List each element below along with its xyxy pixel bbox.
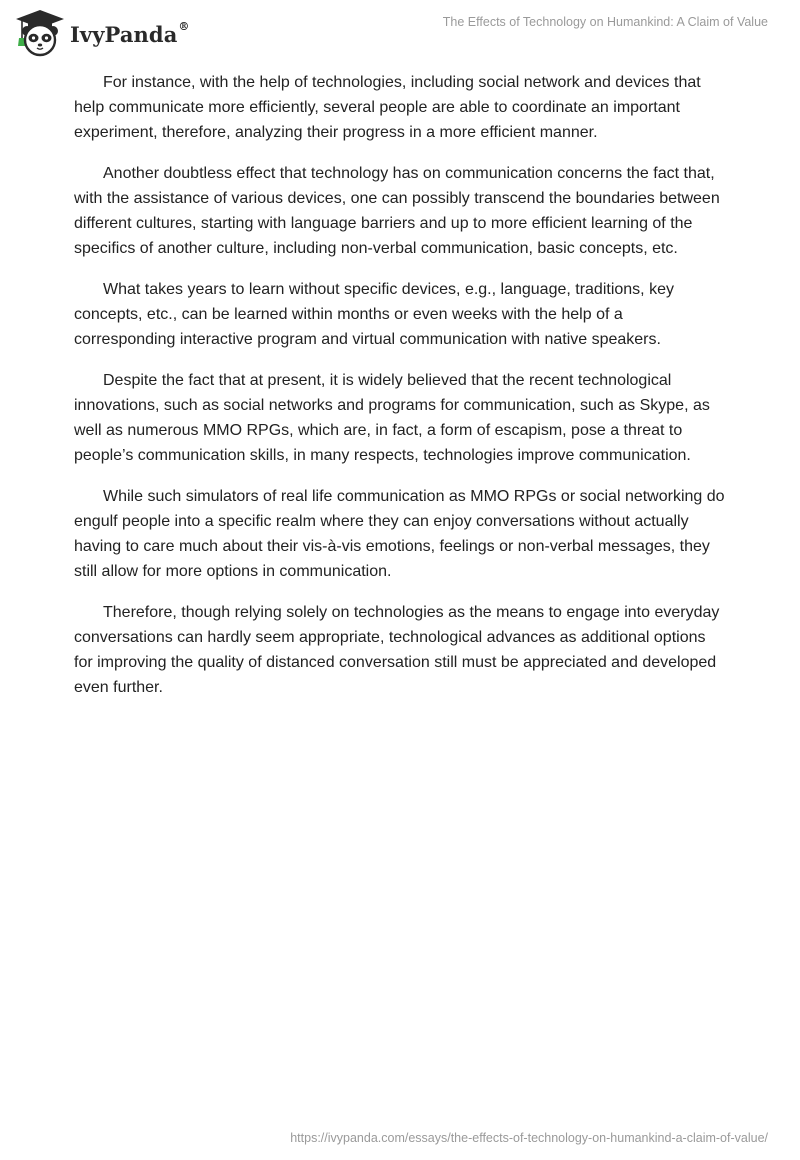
paragraph-2: Another doubtless effect that technology has on communication concerns the fact that, with the assistance of various devices, one can possibly transcend the boundaries between different cultures, starting with language barriers and up to more efficient learning of the specifics of another culture, including non-verbal communication, basic concepts, etc. [74,165,720,257]
panda-graduation-cap-icon [14,8,66,58]
source-url-link[interactable]: https://ivypanda.com/essays/the-effects-of-technology-on-humankind-a-claim-of-value/ [290,1131,768,1145]
paragraph-1: For instance, with the help of technologies, including social network and devices that help communicate more efficiently, several people are able to coordinate an important experiment, therefore, analyzing their progress in a more efficient manner. [74,74,701,141]
brand-name: IvyPanda® [70,19,190,47]
paragraph-4: Despite the fact that at present, it is widely believed that the recent technological innovations, such as social networks and programs for communication, such as Skype, as well as numerous MMO RPGs, which are, in fact, a form of escapism, pose a threat to people’s communication skills, in many respects, technologies improve communication. [74,372,710,464]
paragraph-3: What takes years to learn without specific devices, e.g., language, traditions, key concepts, etc., can be learned within months or even weeks with the help of a corresponding interactive program and virtual communication with native speakers. [74,281,674,348]
registered-mark: ® [178,19,190,33]
ivypanda-logo[interactable] [14,8,190,58]
essay-body [74,70,726,716]
paragraph-5: While such simulators of real life communication as MMO RPGs or social networking do engulf people into a specific realm where they can enjoy conversations without actually having to care much about their vis-à-vis emotions, feelings or non-verbal messages, they still allow for more options in communication. [74,488,725,580]
document-title: The Effects of Technology on Humankind: A Claim of Value [442,15,768,29]
paragraph-6: Therefore, though relying solely on technologies as the means to engage into everyday conversations can hardly seem appropriate, technological advances as additional options for improving the quality of distanced conversation still must be appreciated and developed even further. [74,604,720,696]
page-header [0,0,800,64]
